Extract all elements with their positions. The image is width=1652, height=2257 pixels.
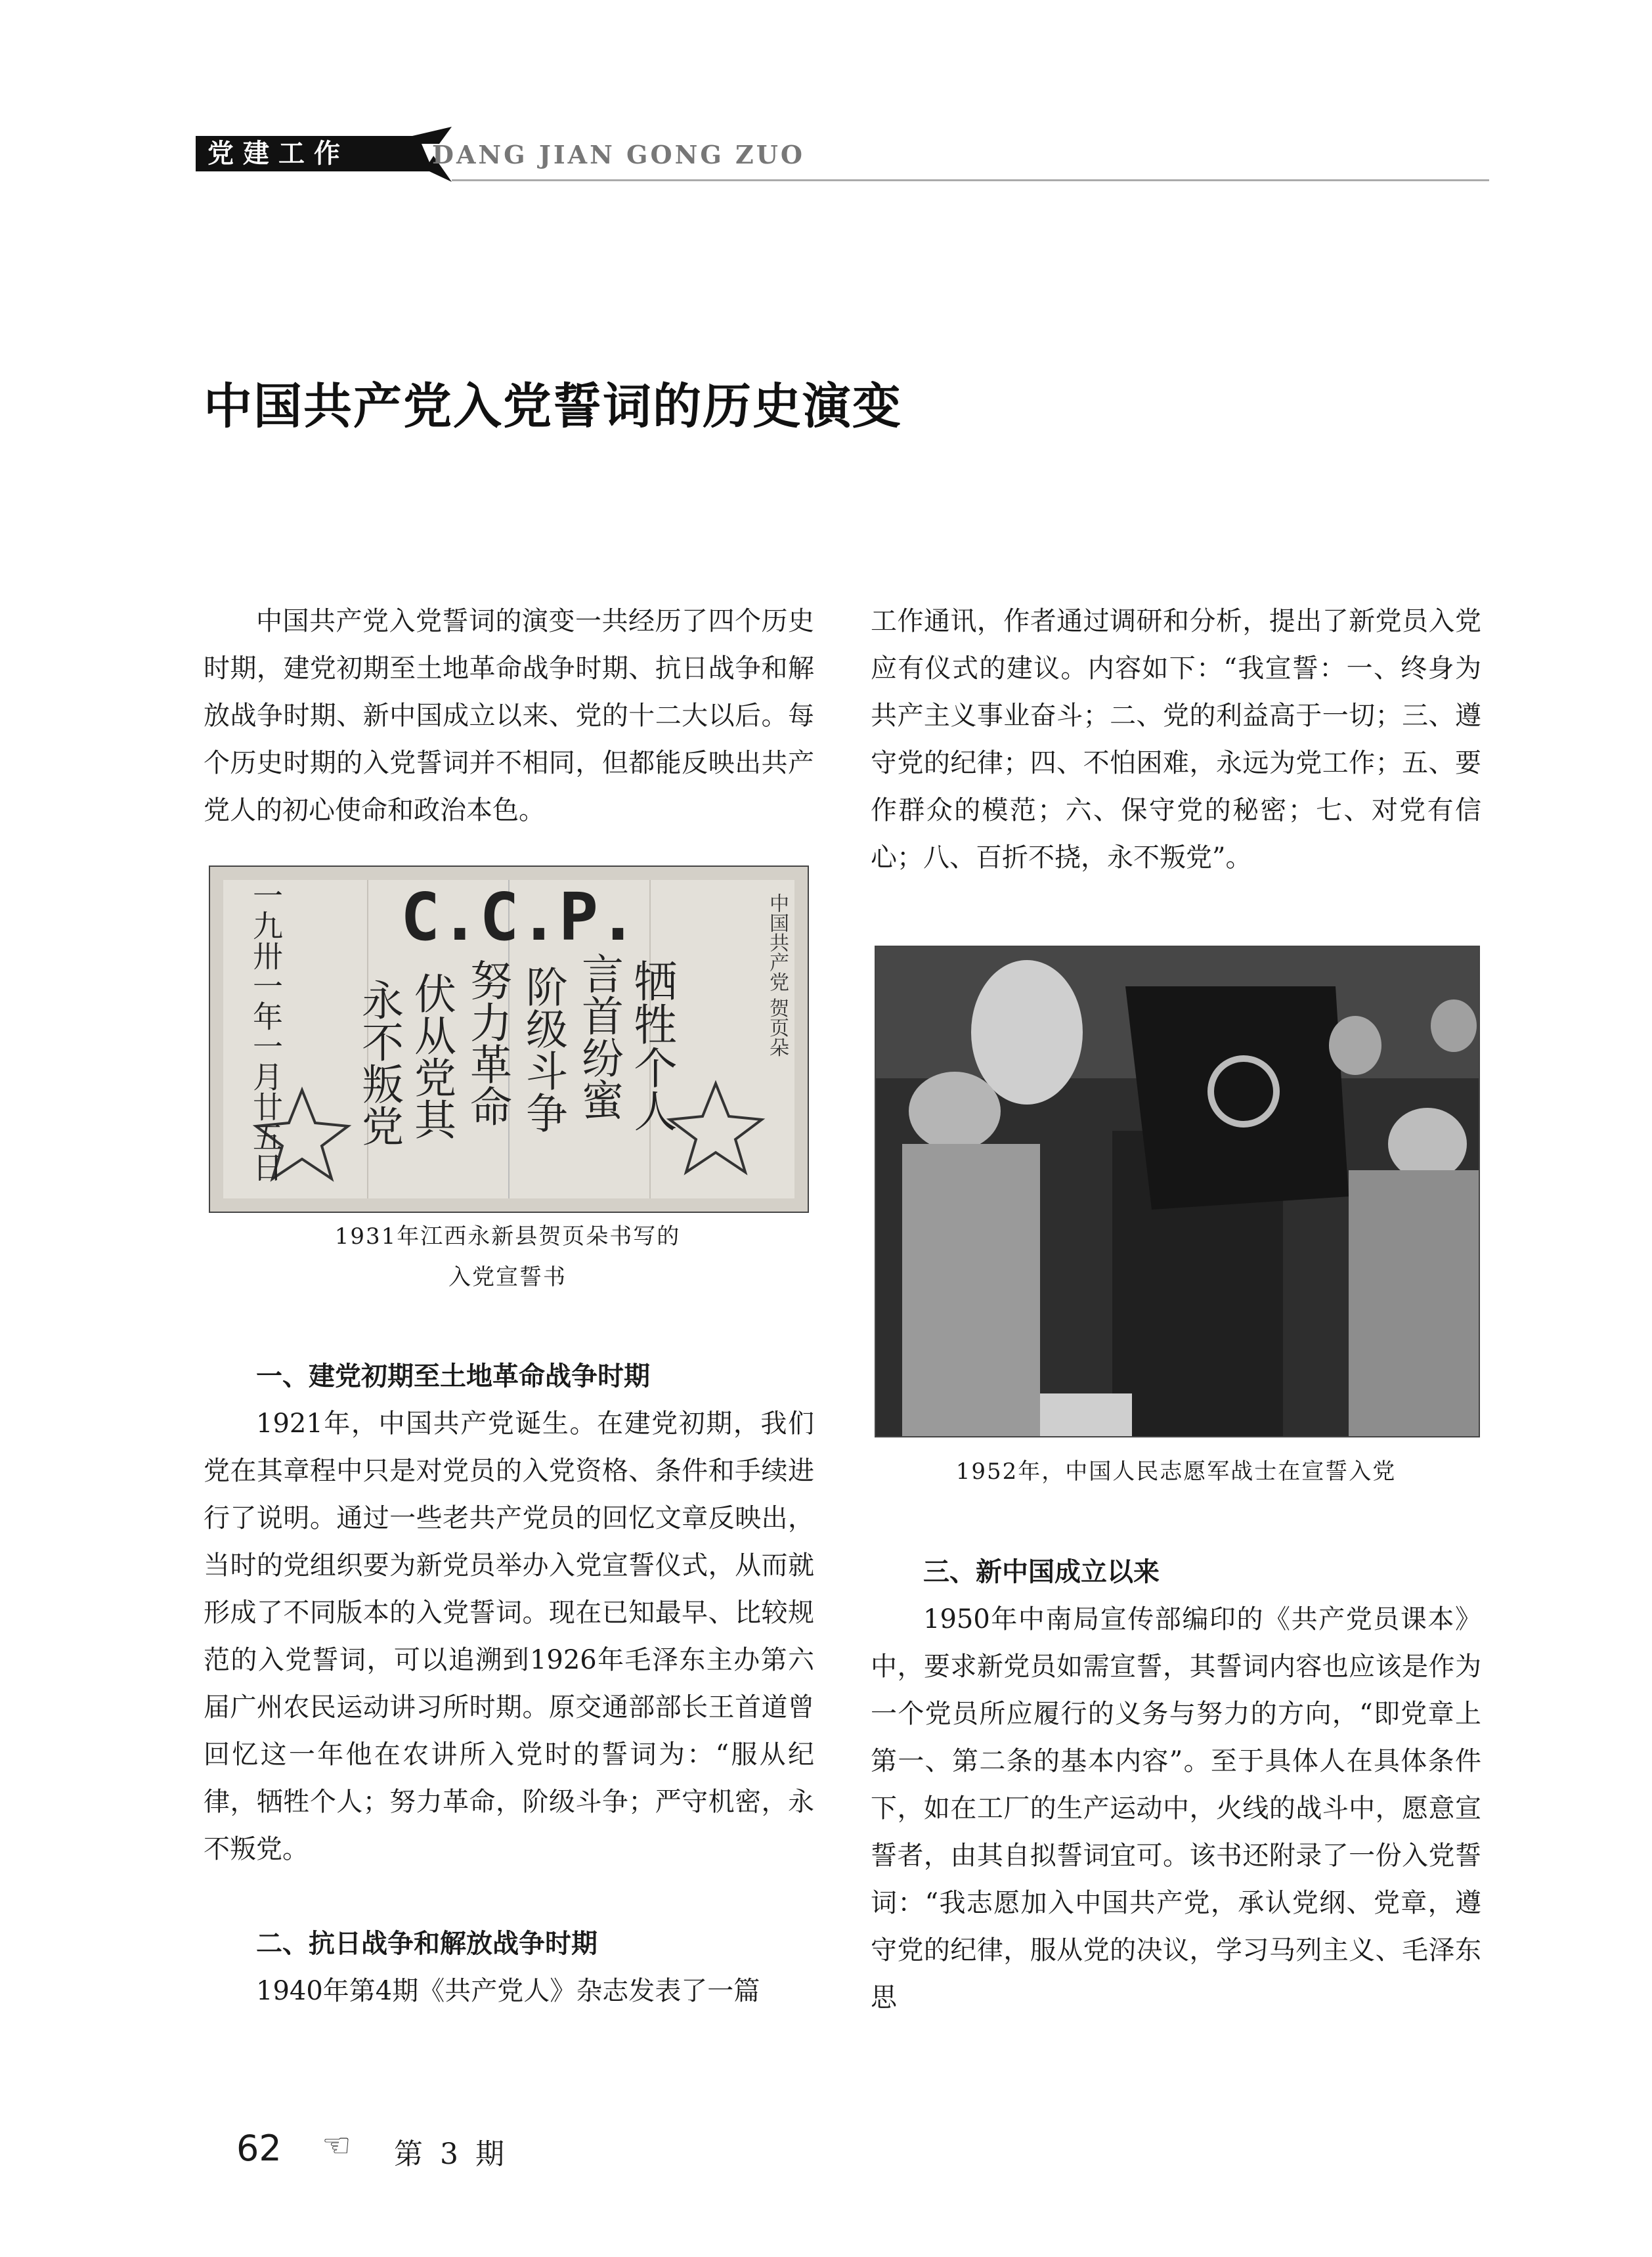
section-header: [196, 121, 1489, 185]
issue-label: 第 3 期: [394, 2137, 508, 2171]
section2-paragraph-cont: 工作通讯，作者通过调研和分析，提出了新党员入党应有仪式的建议。内容如下：“我宣誓：一、终身为共产主义事业奋斗；二、党的利益高于一切；三、遵守党的纪律；四、不怕困难，永远为党工作；五、要作群众的模范；六、保守党的秘密；七、对党有信心；八、百折不挠，永不叛党”。: [871, 606, 1481, 873]
oath-text-col3: 阶级斗争: [519, 965, 567, 1133]
volunteer-army-oath-illustration: [876, 947, 1479, 1436]
figure2-caption: 1952年，中国人民志愿军战士在宣誓入党: [955, 1458, 1397, 1485]
section2-heading: 二、抗日战争和解放战争时期: [256, 1929, 598, 1959]
section3-heading: 三、新中国成立以来: [923, 1557, 1160, 1587]
left-column-intro: [204, 598, 814, 834]
figure1-caption: [209, 1216, 806, 1298]
section1-heading: 一、建党初期至土地革命战争时期: [256, 1361, 650, 1391]
header-rule: [452, 179, 1489, 181]
oath-signature-text: 中国共产党 贺页朵: [766, 893, 789, 1057]
section1-paragraph: 1921年，中国共产党诞生。在建党初期，我们党在其章程中只是对党员的入党资格、条件和手续进行了说明。通过一些老共产党员的回忆文章反映出，当时的党组织要为新党员举办入党宣誓仪式，从而就形成了不同版本的入党誓词。现在已知最早、比较规范的入党誓词，可以追溯到1926年毛泽东主办第六届广州农民运动讲习所时期。原交通部部长王首道曾回忆这一年他在农讲所入党时的誓词为：“服从纪律，牺牲个人；努力革命，阶级斗争；严守机密，永不叛党。: [204, 1409, 814, 1864]
column-tag-latin: DANG JIAN GONG ZUO: [432, 140, 806, 169]
oath-document-photo: [209, 866, 809, 1213]
oath-date-text: 一九卅一年一月廿五日: [248, 880, 284, 1182]
section3-paragraph: 1950年中南局宣传部编印的《共产党员课本》中，要求新党员如需宣誓，其誓词内容也应该是作为一个党员所应履行的义务与努力的方向，“即党章上第一、第二条的基本内容”。至于具体人在具体条件下，如在工厂的生产运动中，火线的战斗中，愿意宣誓者，由其自拟誓词宜可。该书还附录了一份入党誓词：“我志愿加入中国共产党，承认党纲、党章，遵守党的纪律，服从党的决议，学习马列主义、毛泽东思: [871, 1604, 1481, 2013]
right-column-body: [871, 1548, 1481, 2021]
oath-text-col5: 伏从党其: [407, 972, 456, 1140]
oath-text-col2: 言首纷蜜: [575, 952, 623, 1120]
oath-text-col1: 牺牲个人: [626, 959, 677, 1132]
oath-text-col6: 永不叛党: [355, 978, 403, 1147]
oath-header-text: C.C.P.: [401, 879, 638, 955]
pointing-hand-icon: ☜: [322, 2126, 351, 2164]
column-tag: 党建工作: [196, 136, 412, 171]
section2-paragraph-start: 1940年第4期《共产党人》杂志发表了一篇: [256, 1976, 760, 2006]
article-title: 中国共产党入党誓词的历史演变: [204, 378, 902, 435]
page-number: 62: [236, 2128, 282, 2169]
oath-text-col4: 努力革命: [463, 959, 511, 1127]
volunteer-army-oath-photo: [875, 946, 1480, 1437]
intro-paragraph: 中国共产党入党誓词的演变一共经历了四个历史时期，建党初期至土地革命战争时期、抗日战争和解放战争时期、新中国成立以来、党的十二大以后。每个历史时期的入党誓词并不相同，但都能反映出共产党人的初心使命和政治本色。: [204, 606, 814, 825]
right-column-top: [871, 598, 1481, 881]
left-column-body: [204, 1353, 814, 2015]
figure1-caption-line2: 入党宣誓书: [448, 1264, 567, 1290]
figure1-caption-line1: 1931年江西永新县贺页朵书写的: [334, 1223, 681, 1250]
